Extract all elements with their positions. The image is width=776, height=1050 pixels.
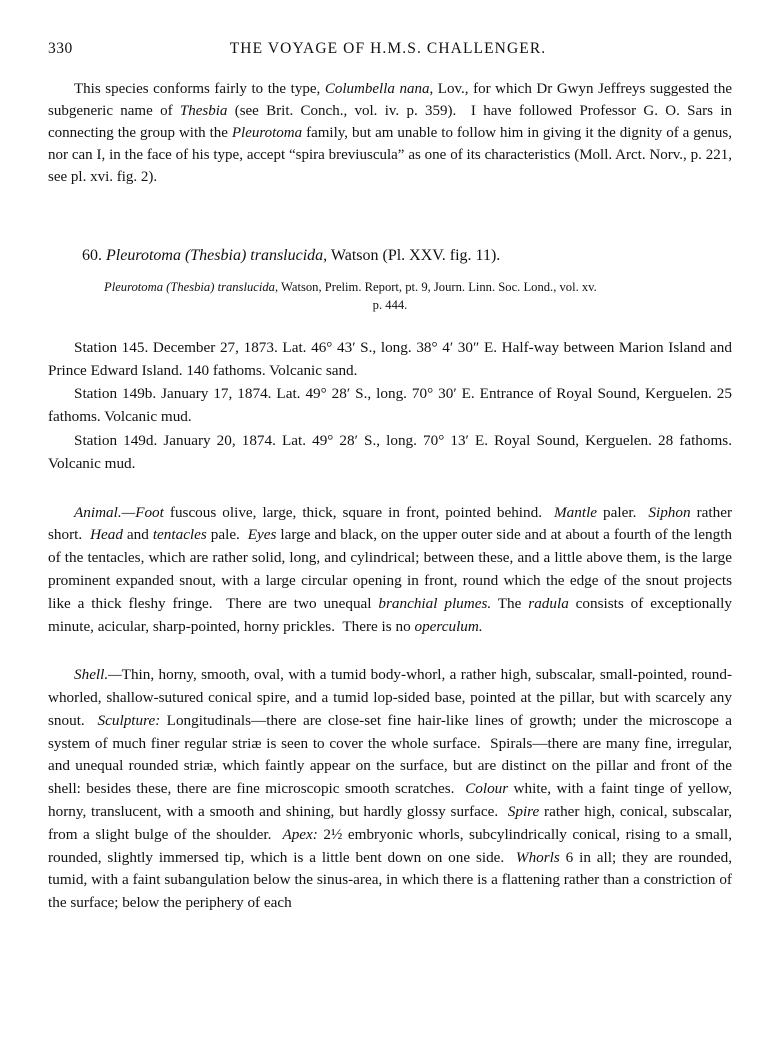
animal-label: Animal.— bbox=[74, 503, 136, 521]
animal-text-h: consists of exceptionally minute, acicular, sharp-pointed, horny prickles. There is no bbox=[48, 594, 733, 635]
term-whorls: Whorls bbox=[515, 848, 560, 866]
intro-text-d: family, but am unable to follow him in giving it the dignity of a genus, nor can I, in the face of his type, accept “spira breviuscula” as one of its characteristics (Moll. Arct. Norv., p. 221, see pl. xvi. fig. 2). bbox=[48, 125, 732, 186]
animal-paragraph bbox=[48, 502, 732, 639]
animal-text-f: large and black, on the upper outer side and at about a fourth of the length of the tentacles, which are rather solid, long, and cylindrical; between these, and a little above them, is the large prominent expanded snout, with a large circular opening in front, round which the edge of the snout projects like a thick fleshy fringe. There are two unequal bbox=[48, 526, 733, 612]
term-colour: Colour bbox=[465, 780, 509, 798]
station-record: Station 149d. January 20, 1874. Lat. 49° 28′ S., long. 70° 13′ E. Royal Sound, Kerguelen. 28 fathoms. Volcanic mud. bbox=[48, 431, 732, 472]
species-heading bbox=[48, 244, 732, 268]
taxon-pleurotoma: Pleurotoma bbox=[231, 125, 303, 142]
page-number: 330 bbox=[48, 40, 73, 57]
animal-section bbox=[48, 502, 732, 639]
shell-text-d: rather high, conical, subscalar, from a slight bulge of the shoulder. bbox=[48, 803, 732, 843]
animal-text-a: fuscous olive, large, thick, square in front, pointed behind. bbox=[163, 503, 555, 521]
term-siphon: Siphon bbox=[648, 503, 691, 521]
animal-text-d: and bbox=[122, 526, 153, 544]
animal-text-c: rather short. bbox=[48, 503, 733, 544]
term-tentacles: tentacles bbox=[152, 526, 207, 544]
station-list bbox=[48, 337, 732, 476]
taxon-thesbia: Thesbia bbox=[179, 103, 228, 120]
citation-page: p. 444. bbox=[372, 298, 408, 313]
term-branchial-plumes: branchial plumes. bbox=[378, 594, 492, 612]
animal-text-g: The bbox=[491, 594, 529, 612]
species-epithet: translucida, bbox=[250, 247, 328, 265]
species-subgenus: (Thesbia) bbox=[184, 247, 247, 265]
animal-text-e: pale. bbox=[206, 526, 248, 544]
term-mantle: Mantle bbox=[554, 503, 598, 521]
term-eyes: Eyes bbox=[247, 526, 277, 544]
intro-paragraph bbox=[48, 78, 732, 188]
shell-paragraph bbox=[48, 664, 732, 915]
citation-line-2 bbox=[48, 296, 732, 314]
animal-text-b: paler. bbox=[597, 503, 649, 521]
term-sculpture: Sculpture: bbox=[97, 711, 161, 729]
intro-text-b: , Lov., for which Dr Gwyn Jeffreys suggested the subgeneric name of bbox=[48, 81, 732, 120]
intro-text-a: This species conforms fairly to the type, bbox=[74, 81, 325, 97]
species-number: 60. bbox=[82, 247, 102, 265]
term-foot: Foot bbox=[135, 503, 164, 521]
taxon-columbella-nana: Columbella nana bbox=[324, 81, 430, 97]
shell-section bbox=[48, 664, 732, 915]
term-radula: radula bbox=[528, 594, 569, 612]
term-spire: Spire bbox=[507, 803, 540, 821]
shell-text-e: 2½ embryonic whorls, subcylindrically conical, rising to a small, rounded, slightly immersed tip, which is a little bent down on one side. bbox=[48, 825, 733, 866]
station-record: Station 149b. January 17, 1874. Lat. 49° 28′ S., long. 70° 30′ E. Entrance of Royal Sound, Kerguelen. 25 fathoms. Volcanic mud. bbox=[48, 385, 732, 426]
running-head: THE VOYAGE OF H.M.S. CHALLENGER. bbox=[229, 40, 547, 57]
page-header bbox=[0, 40, 776, 64]
shell-text-c: white, with a faint tinge of yellow, horny, translucent, with a smooth and shining, but hardly glossy surface. bbox=[48, 780, 732, 821]
station-record: Station 145. December 27, 1873. Lat. 46° 43′ S., long. 38° 4′ 30″ E. Half-way between Marion Island and Prince Edward Island. 140 fathoms. Volcanic sand. bbox=[48, 338, 732, 379]
shell-text-f: 6 in all; they are rounded, tumid, with a faint subangulation below the sinus-area, in which there is a flattening rather than a constriction of the surface; below the periphery of each bbox=[48, 848, 732, 912]
shell-text-b: Longitudinals—there are close-set fine hair-like lines of growth; under the microscope a system of much finer regular striæ is seen to cover the whole surface. Spirals—there are many fine, irregular, and unequal rounded striæ, which faintly appear on the surface, but are distinct on the pillar and front of the shell: besides these, there are fine microscopic smooth scratches. bbox=[48, 711, 733, 798]
shell-text-a: Thin, horny, smooth, oval, with a tumid body-whorl, a rather high, subscalar, small-pointed, round-whorled, shallow-sutured conical spire, and a tumid lop-sided base, pointed at the pillar, but with scarcely any snout. bbox=[48, 666, 732, 729]
term-head: Head bbox=[90, 526, 123, 544]
citation-taxon: Pleurotoma (Thesbia) translucida, bbox=[104, 280, 279, 295]
citation-reference: Watson, Prelim. Report, pt. 9, Journ. Linn. Soc. Lond., vol. xv. bbox=[281, 280, 597, 295]
intro-text-c: (see Brit. Conch., vol. iv. p. 359). I have followed Professor G. O. Sars in connecting the group with the bbox=[48, 103, 732, 142]
page-content bbox=[48, 78, 732, 915]
citation-line-1 bbox=[48, 278, 732, 296]
term-apex: Apex: bbox=[282, 825, 318, 843]
species-author: Watson (Pl. XXV. fig. 11). bbox=[330, 247, 501, 265]
term-operculum: operculum. bbox=[414, 617, 483, 635]
shell-label: Shell.— bbox=[74, 666, 122, 684]
species-genus: Pleurotoma bbox=[106, 247, 181, 265]
